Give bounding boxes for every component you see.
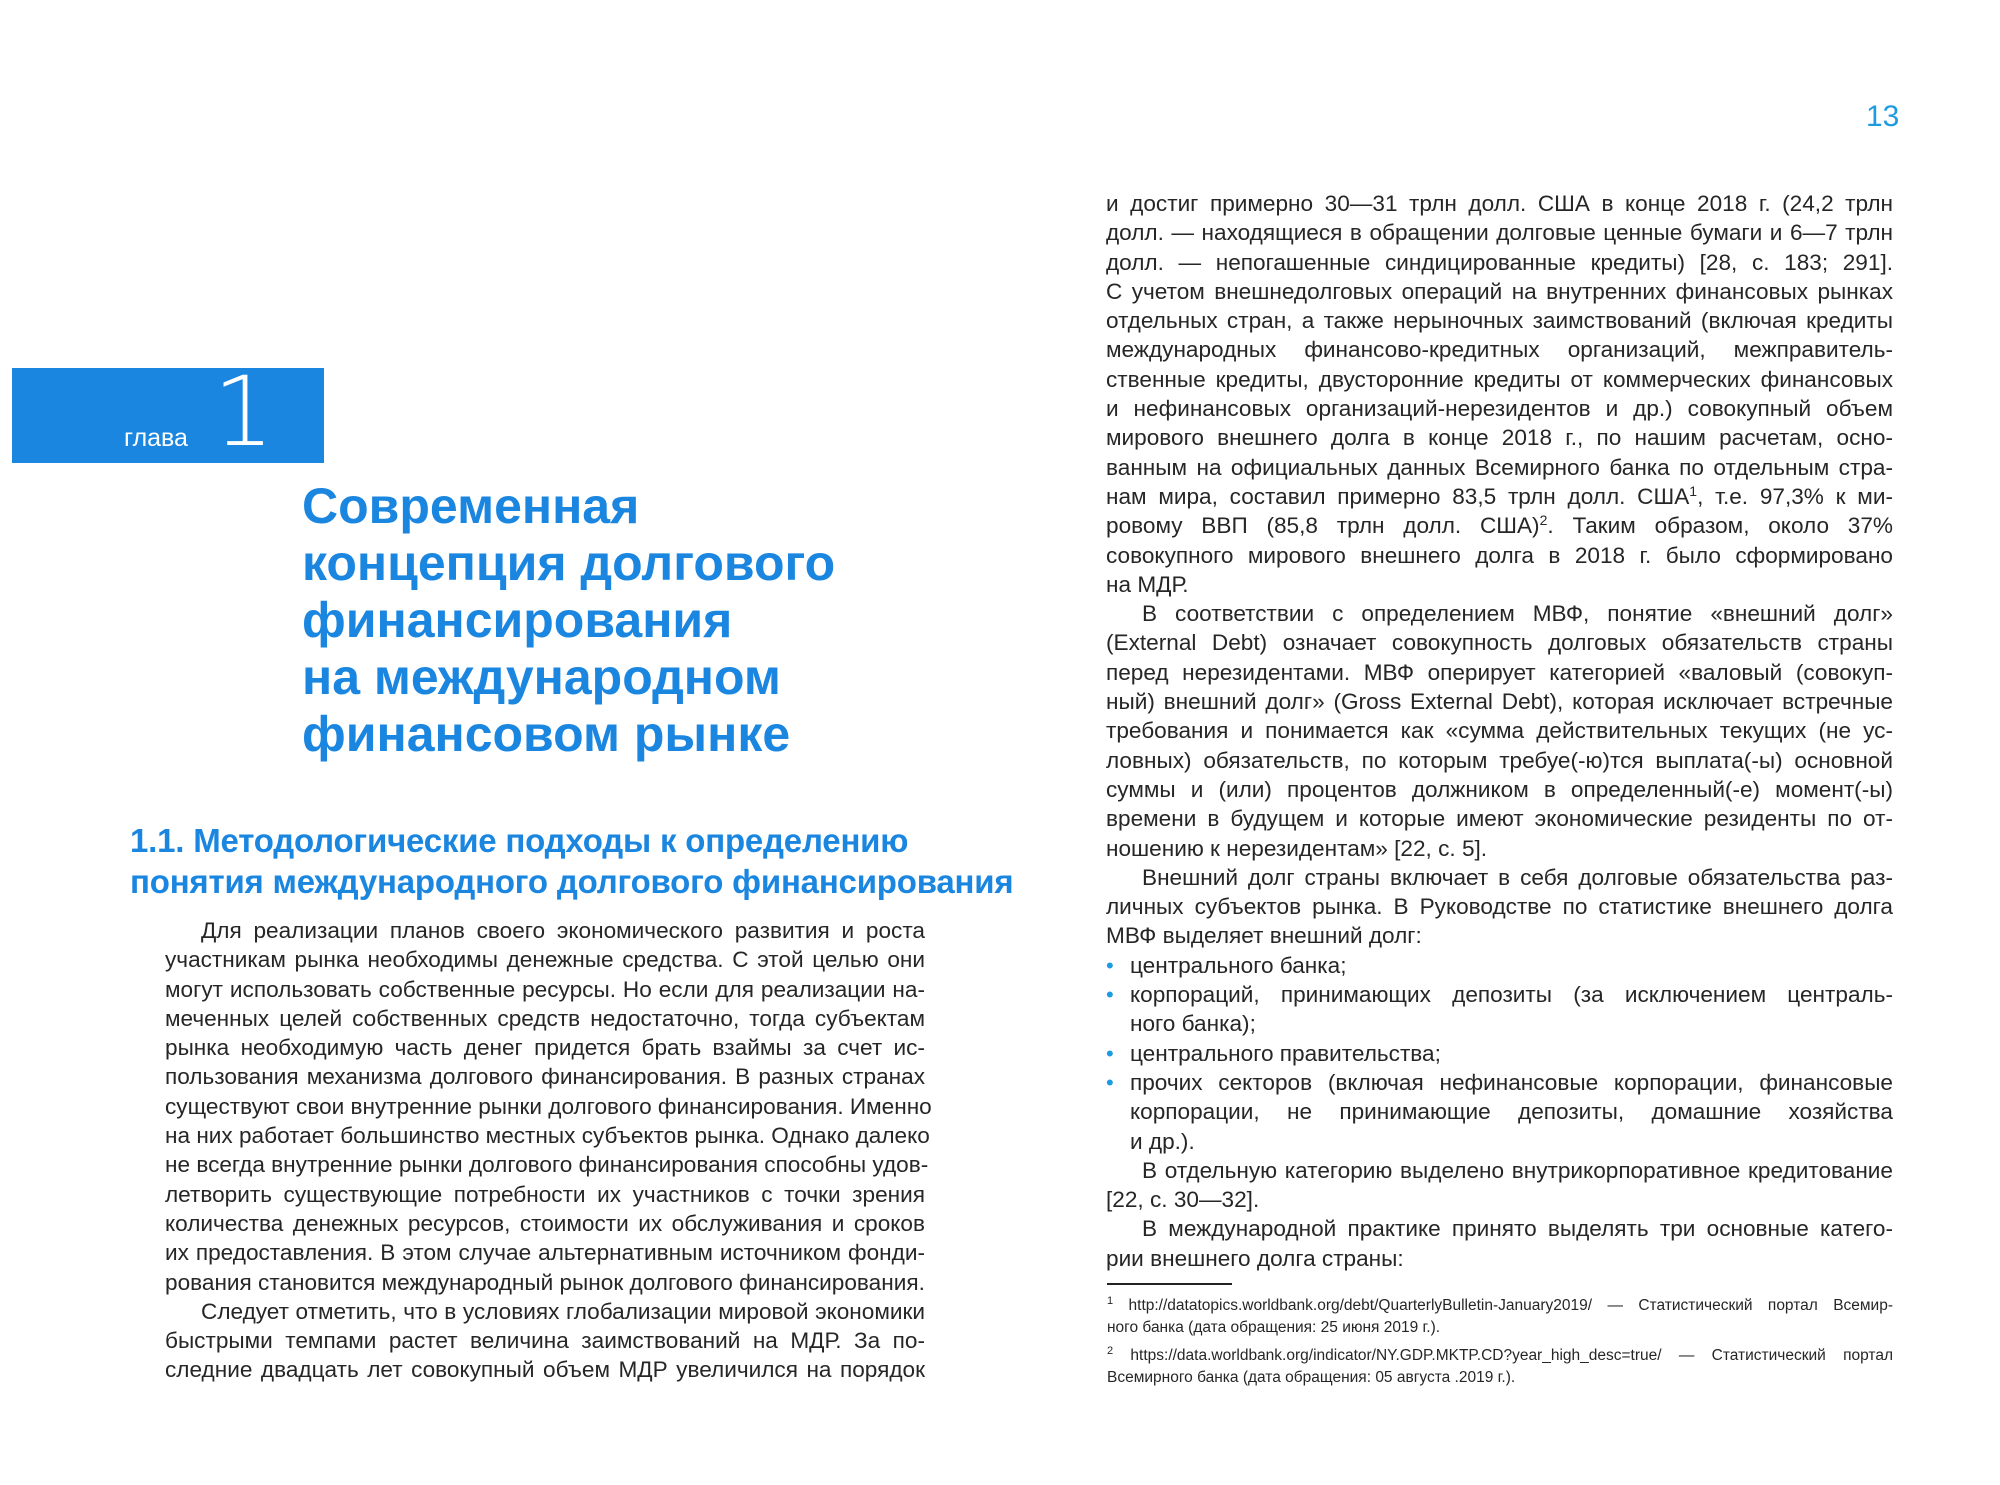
chapter-word: глава	[124, 424, 188, 452]
footnote-1	[1107, 1295, 1893, 1339]
text-line: ного банка);	[1130, 1011, 1256, 1037]
text-line: (External Debt) означает совокупность долговых обязательств страны	[1106, 630, 1893, 656]
text-line: ный) внешний долг» (Gross External Debt), которая исключает встречные	[1106, 689, 1893, 715]
text-line: долл. — непогашенные синдицированные кредиты) [28, с. 183; 291].	[1106, 249, 1893, 275]
text-line: следние двадцать лет совокупный объем МДР увеличился на порядок	[165, 1357, 925, 1383]
text-line: на МДР.	[1106, 571, 1189, 597]
text-line: мирового внешнего долга в конце 2018 г., по нашим расчетам, осно-	[1106, 425, 1893, 451]
chapter-title-line: Современная	[302, 478, 640, 534]
footnote-marker: 2	[1107, 1345, 1114, 1357]
text-fragment: ровому ВВП (85,8 трлн долл. США)	[1106, 513, 1540, 539]
bullet-item	[1106, 1039, 1893, 1068]
text-fragment: . Таким образом, около 37%	[1547, 513, 1894, 539]
chapter-title-line: на международном	[302, 649, 781, 705]
left-column-text	[165, 916, 932, 1385]
text-line: количества денежных ресурсов, стоимости их обслуживания и сроков	[165, 1210, 925, 1236]
text-line: корпораций, принимающих депозиты (за исключением централь-	[1130, 982, 1893, 1008]
page-number: 13	[1866, 100, 1900, 133]
text-line: требования и понимается как «сумма действительных текущих (не ус-	[1106, 718, 1893, 744]
text-line: Для реализации планов своего экономического развития и роста	[201, 918, 925, 943]
footnote-line: Всемирного банка (дата обращения: 05 августа .2019 г.).	[1107, 1369, 1516, 1386]
section-title	[130, 820, 1014, 902]
text-line: личных субъектов рынка. В Руководстве по статистике внешнего долга	[1106, 894, 1893, 920]
footnote-line: ного банка (дата обращения: 25 июня 2019 г.).	[1107, 1319, 1441, 1336]
bullet-dot-icon: •	[1106, 1069, 1114, 1095]
section-title-line: понятия международного долгового финансирования	[130, 863, 1014, 900]
text-line: корпорации, не принимающие депозиты, домашние хозяйства	[1130, 1099, 1893, 1125]
text-line: существуют свои внутренние рынки долгового финансирования. Именно	[165, 1093, 932, 1119]
text-line: ванным на официальных данных Всемирного банка по отдельным стра-	[1106, 454, 1893, 480]
footnote-link[interactable]: http://datatopics.worldbank.org/debt/QuarterlyBulletin-January2019/ — Статистический портал Всемир-	[1128, 1297, 1893, 1314]
text-line: быстрыми темпами растет величина заимствований на МДР. За по-	[165, 1328, 925, 1354]
text-line: времени в будущем и которые имеют экономические резиденты по от-	[1106, 806, 1893, 832]
text-line: центрального правительства;	[1130, 1040, 1441, 1066]
text-line: МВФ выделяет внешний долг:	[1106, 923, 1422, 949]
text-line: В международной практике принято выделять три основные катего-	[1142, 1216, 1893, 1242]
text-line: рования становится международный рынок долгового финансирования.	[165, 1269, 925, 1295]
text-line: и нефинансовых организаций-нерезидентов и др.) совокупный объем	[1106, 396, 1893, 422]
text-line: В соответствии с определением МВФ, понятие «внешний долг»	[1142, 601, 1893, 627]
bullet-item	[1106, 980, 1893, 1039]
chapter-title-line: финансирования	[302, 592, 733, 648]
chapter-title-line: концепция долгового	[302, 535, 836, 591]
text-line: долл. — находящиеся в обращении долговые ценные бумаги и 6—7 трлн	[1106, 220, 1893, 246]
text-line: не всегда внутренние рынки долгового финансирования способны удов-	[165, 1152, 929, 1178]
footnote-line	[1107, 1345, 1893, 1367]
text-line: участникам рынка необходимы денежные средства. С этой целью они	[165, 947, 925, 973]
text-line: прочих секторов (включая нефинансовые корпорации, финансовые	[1130, 1069, 1893, 1095]
text-fragment: , т.е. 97,3% к ми-	[1697, 483, 1893, 509]
footnote-ref-2: 2	[1539, 512, 1548, 529]
text-line-with-footnote	[1106, 482, 1893, 511]
text-fragment: нам мира, составил примерно 83,5 трлн долл. США	[1106, 483, 1690, 509]
text-line: отдельных стран, а также нерыночных заимствований (включая кредиты	[1106, 308, 1893, 334]
text-line: Следует отметить, что в условиях глобализации мировой экономики	[201, 1298, 925, 1324]
text-line: их предоставления. В этом случае альтернативным источником фонди-	[165, 1240, 925, 1266]
footnote-link[interactable]: https://data.worldbank.org/indicator/NY.GDP.MKTP.CD?year_high_desc=true/ — Статистический портал	[1130, 1347, 1893, 1364]
text-line: С учетом внешнедолговых операций на внутренних финансовых рынках	[1106, 278, 1893, 304]
chapter-number: 1	[213, 356, 275, 468]
text-line: суммы и (или) процентов должником в определенный(-е) момент(-ы)	[1106, 776, 1893, 802]
section-title-line: 1.1. Методологические подходы к определению	[130, 822, 909, 859]
text-line: ношению к нерезидентам» [22, с. 5].	[1106, 835, 1488, 861]
text-line: рынка необходимую часть денег придется брать взаймы за счет ис-	[165, 1035, 925, 1061]
footnote-line	[1107, 1295, 1893, 1317]
text-line: и достиг примерно 30—31 трлн долл. США в конце 2018 г. (24,2 трлн	[1106, 191, 1893, 216]
text-line: Внешний долг страны включает в себя долговые обязательства раз-	[1142, 864, 1893, 890]
text-line: на них работает большинство местных субъектов рынка. Однако далеко	[165, 1123, 930, 1149]
text-line: ловных) обязательств, по которым требуе(-ю)тся выплата(-ы) основной	[1106, 747, 1893, 773]
text-line: пользования механизма долгового финансирования. В разных странах	[165, 1064, 925, 1090]
text-line: и др.).	[1130, 1128, 1195, 1154]
text-line: международных финансово-кредитных организаций, межправитель-	[1106, 337, 1893, 363]
footnote-2	[1107, 1345, 1893, 1389]
footnote-divider	[1107, 1283, 1232, 1285]
text-line: [22, с. 30—32].	[1106, 1187, 1260, 1213]
chapter-title-line: финансовом рынке	[302, 706, 791, 762]
bullet-dot-icon: •	[1106, 1040, 1114, 1066]
text-line: перед нерезидентами. МВФ оперирует категорией «валовый (совокуп-	[1106, 659, 1893, 685]
text-line: совокупного мирового внешнего долга в 2018 г. было сформировано	[1106, 542, 1893, 568]
footnote-ref-1: 1	[1689, 482, 1698, 499]
footnote-marker: 1	[1107, 1295, 1114, 1307]
text-line-with-footnote	[1106, 511, 1893, 540]
text-line: летворить существующие потребности их участников с точки зрения	[165, 1181, 925, 1207]
text-line: В отдельную категорию выделено внутрикорпоративное кредитование	[1142, 1157, 1893, 1183]
text-line: рии внешнего долга страны:	[1106, 1245, 1404, 1271]
bullet-dot-icon: •	[1106, 982, 1114, 1008]
chapter-title	[302, 478, 862, 763]
right-column-text	[1106, 189, 1893, 1273]
text-line: центрального банка;	[1130, 952, 1347, 978]
chapter-label-box	[12, 356, 324, 468]
bullet-item	[1106, 951, 1893, 980]
text-line: ственные кредиты, двусторонние кредиты от коммерческих финансовых	[1106, 366, 1893, 392]
text-line: меченных целей собственных средств недостаточно, тогда субъектам	[165, 1005, 925, 1031]
bullet-item	[1106, 1068, 1893, 1156]
text-line: могут использовать собственные ресурсы. Но если для реализации на-	[165, 976, 925, 1002]
bullet-dot-icon: •	[1106, 952, 1114, 978]
